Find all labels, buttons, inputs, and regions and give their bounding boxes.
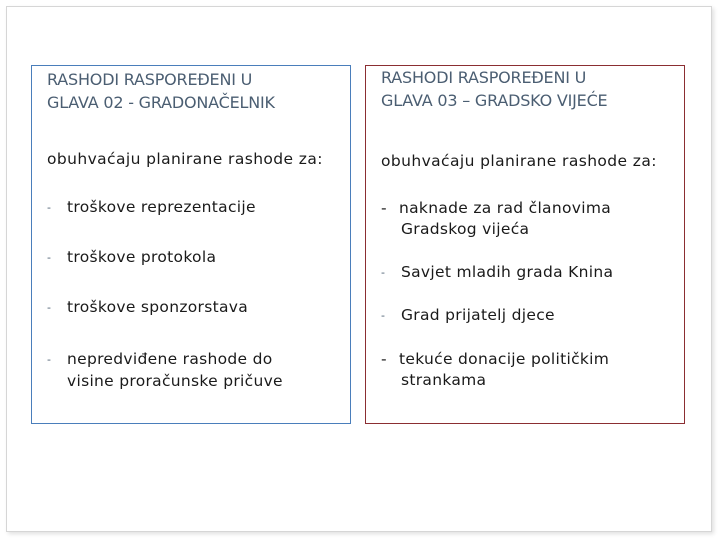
dash-bullet: - [47,251,52,264]
left-heading-line2: GLAVA 02 - GRADONAČELNIK [47,93,275,112]
right-item-text: naknade za rad članovima [399,199,612,217]
right-item-text: tekuće donacije političkim [399,350,610,368]
right-intro: obuhvaćaju planirane rashode za: [381,152,657,170]
right-list-item [381,305,671,327]
right-list-item [381,262,671,284]
right-item-text-cont: Gradskog vijeća [401,220,530,238]
dash-bullet: - [47,201,52,214]
dash-bullet: - [381,350,387,368]
left-item-text: nepredviđene rashode do [67,350,273,368]
right-heading-line1: RASHODI RASPOREĐENI U [381,68,587,87]
right-heading [381,66,681,112]
right-heading-line2: GLAVA 03 – GRADSKO VIJEĆE [381,91,608,110]
right-list-item [381,198,671,240]
dash-bullet: - [381,266,386,279]
left-list-item [47,297,337,319]
left-list-item [47,247,337,269]
dash-bullet: - [381,309,386,322]
dash-bullet: - [47,353,52,366]
left-item-text-cont: visine proračunske pričuve [67,372,283,390]
left-list-item [47,349,337,392]
left-intro: obuhvaćaju planirane rashode za: [47,150,323,168]
dash-bullet: - [47,301,52,314]
dash-bullet: - [381,199,387,217]
left-heading [47,68,347,114]
right-item-text-cont: strankama [401,371,487,389]
right-item-text: Grad prijatelj djece [401,306,555,324]
left-list-item [47,197,337,219]
right-item-text: Savjet mladih grada Knina [401,263,614,281]
left-item-text: troškove protokola [67,248,217,266]
right-panel [365,65,685,424]
left-heading-line1: RASHODI RASPOREĐENI U [47,70,253,89]
left-item-text: troškove sponzorstava [67,298,249,316]
right-list-item [381,349,671,391]
left-panel [31,65,351,424]
left-item-text: troškove reprezentacije [67,198,256,216]
